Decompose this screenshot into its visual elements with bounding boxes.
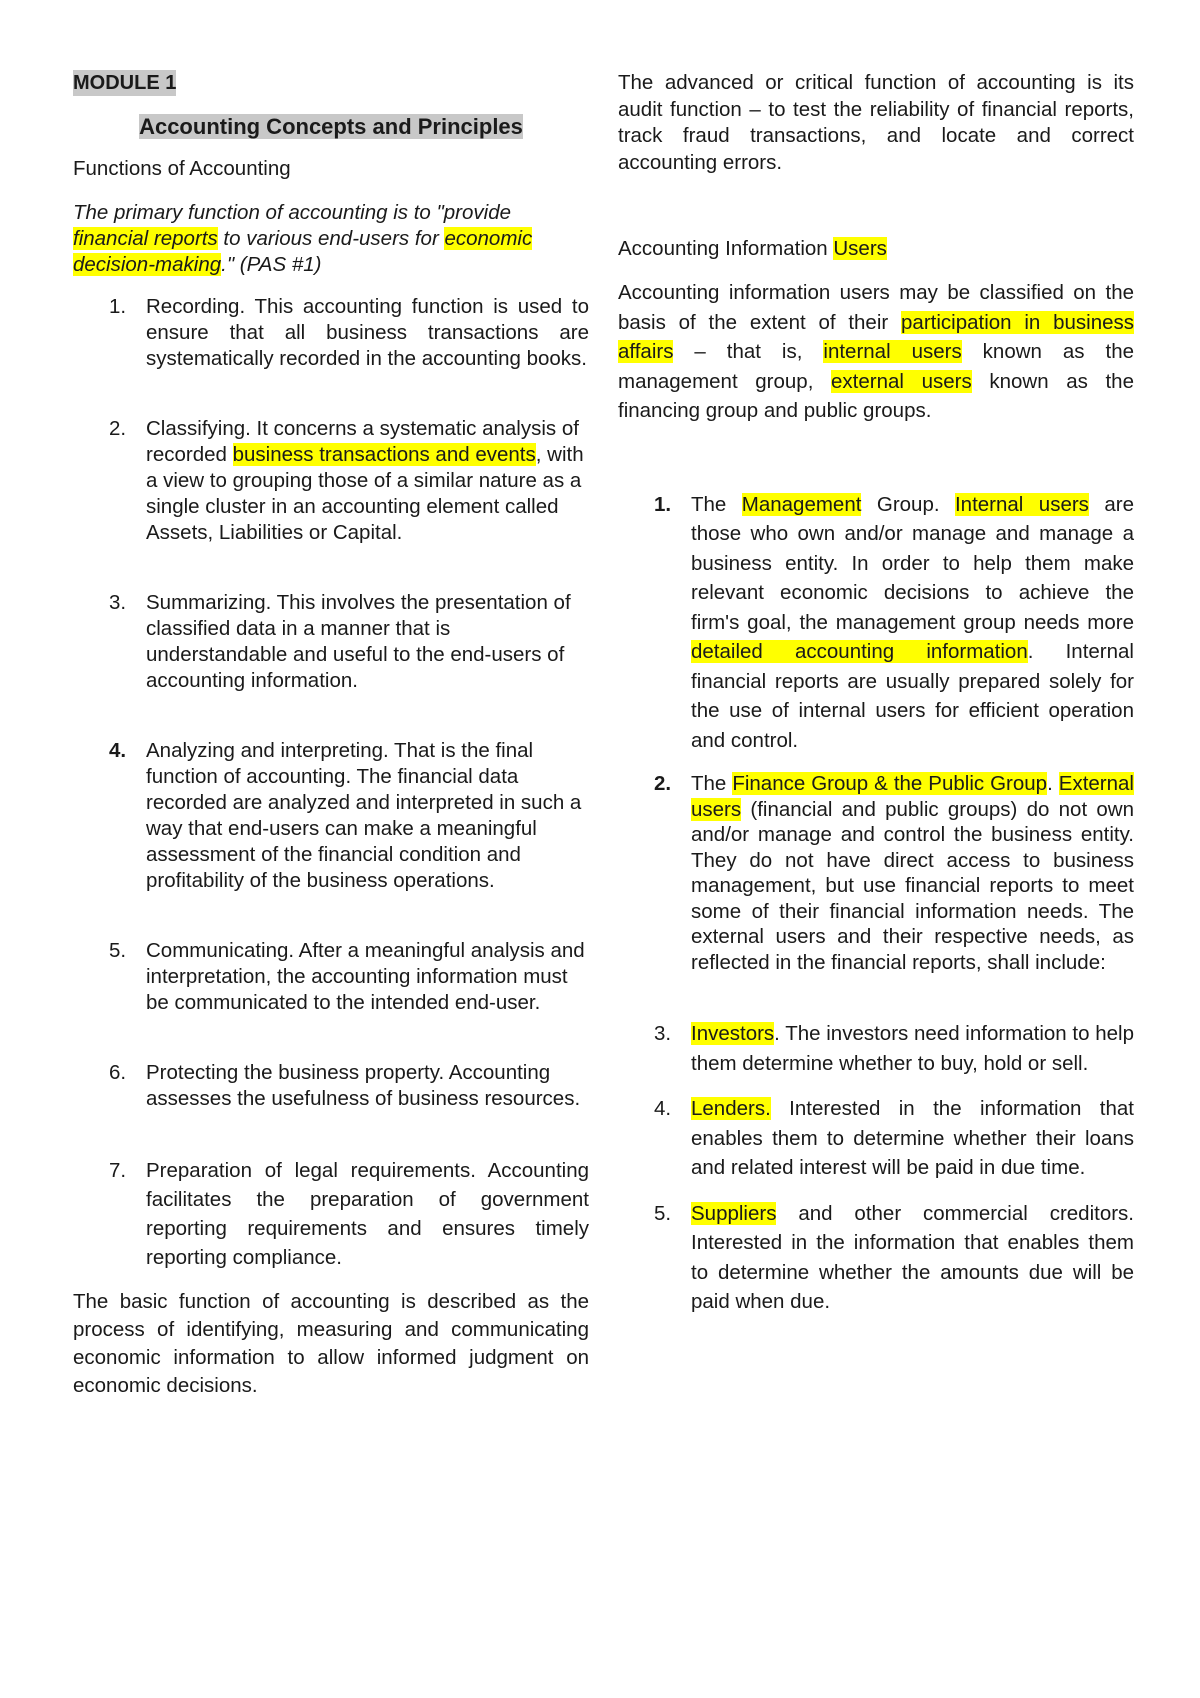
audit-paragraph: The advanced or critical function of accounting is its audit function – to test the reliability of financial reports, track fraud transactions, and locate and correct accounting errors.	[618, 71, 1134, 174]
page-title: Accounting Concepts and Principles	[139, 114, 523, 139]
list-item-classifying: 2. Classifying. It concerns a systematic analysis of recorded business transactions and events, with a view to grouping those of a similar nature as a single cluster in an accounting element called Assets, Liabilities or Capital.	[109, 417, 584, 544]
list-item-legal-requirements: 7. Preparation of legal requirements. Accounting facilitates the preparation of government reporting requirements and ensures timely reporting compliance.	[109, 1159, 589, 1269]
list-item-summarizing: 3. Summarizing. This involves the presentation of classified data in a manner that is understandable and useful to the end-users of accounting information.	[109, 591, 571, 692]
list-item-communicating: 5. Communicating. After a meaningful analysis and interpretation, the accounting information must be communicated to the intended end-user.	[109, 939, 585, 1014]
list-item-investors: 3. Investors. The investors need information to help them determine whether to buy, hold or sell.	[654, 1022, 1134, 1075]
users-intro-paragraph: Accounting information users may be classified on the basis of the extent of their participation in business affairs – that is, internal users known as the management group, external users known as the financing group and public groups.	[618, 281, 1134, 422]
module-label: MODULE 1	[73, 72, 177, 94]
list-item-lenders: 4. Lenders. Interested in the information that enables them to determine whether their loans and related interest will be paid in due time.	[654, 1097, 1134, 1179]
list-item-analyzing: 4. Analyzing and interpreting. That is the final function of accounting. The financial data recorded are analyzed and interpreted in such a way that end-users can make a meaningful assessment of the financial condition and profitability of the business operations.	[109, 739, 582, 892]
intro-paragraph: The primary function of accounting is to "provide financial reports to various end-users for economic decision-making." (PAS #1)	[73, 201, 533, 276]
list-item-recording: 1. Recording. This accounting function is used to ensure that all business transactions are systematically recorded in the accounting books.	[109, 295, 589, 370]
left-column	[73, 70, 589, 1400]
list-item-finance-public-group: 2. The Finance Group & the Public Group. External users (financial and public groups) do not own and/or manage and control the business entity. They do not have direct access to business management, but use financial reports to meet some of their financial information needs. The external users and their respective needs, as reflected in the financial reports, shall include:	[654, 772, 1134, 974]
right-column	[618, 70, 1134, 1317]
section-heading: Functions of Accounting	[73, 157, 291, 180]
list-item-protecting: 6. Protecting the business property. Accounting assesses the usefulness of business resources.	[109, 1061, 581, 1110]
list-item-suppliers: 5. Suppliers and other commercial creditors. Interested in the information that enables them to determine whether the amounts due will be paid when due.	[654, 1201, 1134, 1313]
closing-paragraph: The basic function of accounting is described as the process of identifying, measuring and communicating economic information to allow informed judgment on economic decisions.	[73, 1290, 589, 1397]
users-heading: Accounting Information Users	[618, 237, 887, 260]
list-item-management-group: 1. The Management Group. Internal users are those who own and/or manage and manage a business entity. In order to help them make relevant economic decisions to achieve the firm's goal, the management group needs more detailed accounting information. Internal financial reports are usually prepared solely for the use of internal users for efficient operation and control.	[654, 492, 1135, 752]
